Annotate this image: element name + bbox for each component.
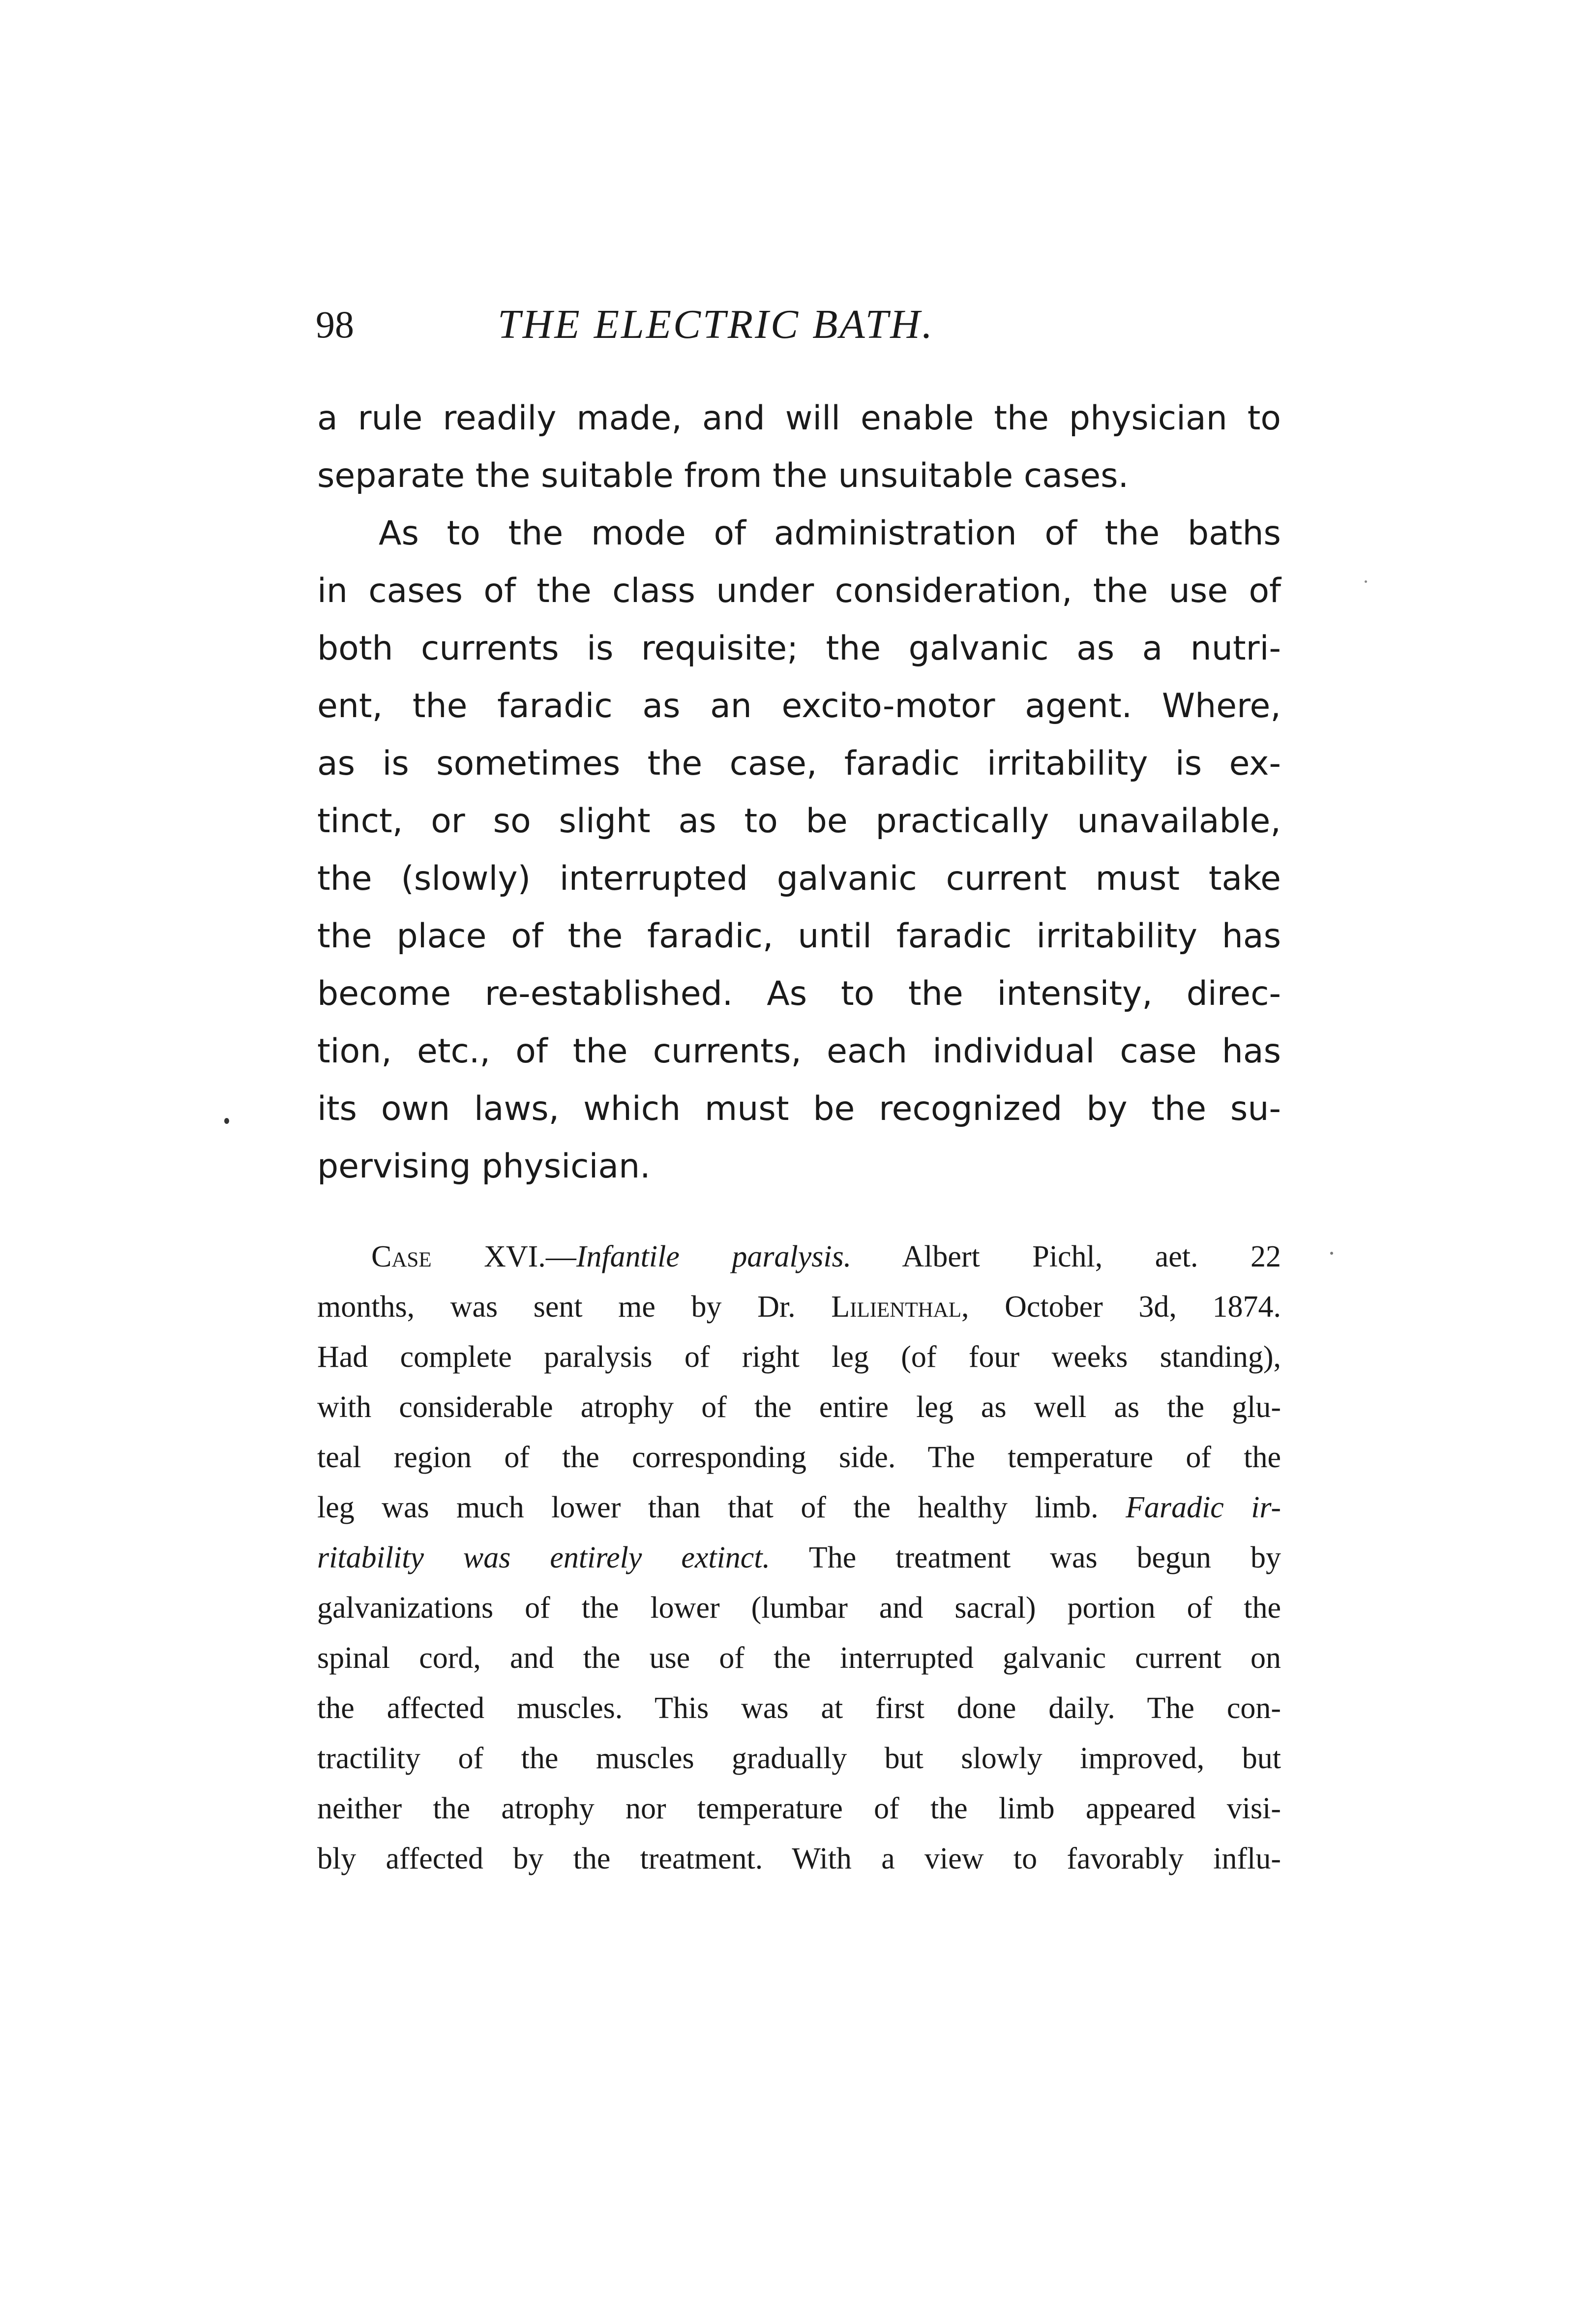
doctor-name: Lilienthal [831, 1290, 961, 1324]
case-line: bly affected by the treatment. With a view to favorably influ- [317, 1842, 1281, 1875]
body-line: As to the mode of administration of the baths [379, 514, 1281, 553]
body-line: the (slowly) interrupted galvanic current must take [317, 859, 1281, 898]
case-line-text: Albert Pichl, aet. 22 [851, 1240, 1281, 1273]
ink-speck [224, 1118, 229, 1124]
case-line: with considerable atrophy of the entire leg as well as the glu- [317, 1390, 1281, 1424]
case-line-text: , October 3d, 1874. [961, 1290, 1281, 1324]
case-line: teal region of the corresponding side. The temperature of the [317, 1441, 1281, 1474]
case-italic-text: Faradic ir- [1126, 1491, 1281, 1524]
body-line: in cases of the class under consideration, the use of [317, 572, 1281, 610]
case-line: the affected muscles. This was at first done daily. The con- [317, 1691, 1281, 1725]
ink-speck [1330, 1252, 1333, 1255]
case-line [317, 1538, 1281, 1577]
case-line: spinal cord, and the use of the interrupted galvanic current on [317, 1641, 1281, 1675]
page-header [316, 302, 1280, 347]
case-line [317, 1488, 1281, 1527]
case-line: galvanizations of the lower (lumbar and sacral) portion of the [317, 1591, 1281, 1625]
body-line: as is sometimes the case, faradic irritability is ex- [317, 744, 1281, 783]
case-line: Had complete paralysis of right leg (of four weeks standing), [317, 1340, 1281, 1374]
body-line: its own laws, which must be recognized by the su- [317, 1089, 1281, 1128]
case-line [371, 1237, 1281, 1276]
case-line: tractility of the muscles gradually but slowly improved, but [317, 1742, 1281, 1775]
case-title: Infantile paralysis. [576, 1240, 852, 1273]
body-line: tinct, or so slight as to be practically unavailable, [317, 802, 1281, 841]
case-line-text: months, was sent me by Dr. [317, 1290, 832, 1324]
body-line: become re-established. As to the intensity, direc- [317, 974, 1281, 1013]
body-line: the place of the faradic, until faradic irritability has [317, 917, 1281, 956]
body-line: both currents is requisite; the galvanic as a nutri- [317, 629, 1281, 668]
body-line: ent, the faradic as an excito-motor agent. Where, [317, 687, 1281, 725]
case-line-text: The treatment was begun by [770, 1541, 1281, 1574]
body-line: pervising physician. [317, 1147, 651, 1186]
page-number: 98 [316, 303, 354, 346]
body-line: separate the suitable from the unsuitable cases. [317, 456, 1129, 495]
case-line [317, 1287, 1281, 1327]
case-dash: — [545, 1240, 576, 1273]
body-line: tion, etc., of the currents, each individual case has [317, 1032, 1281, 1071]
running-title: THE ELECTRIC BATH. [498, 302, 934, 347]
ink-speck [1365, 580, 1367, 583]
case-italic-text: ritability was entirely extinct. [317, 1541, 771, 1574]
case-label: Case XVI. [371, 1240, 546, 1273]
body-line: a rule readily made, and will enable the physician to [317, 399, 1281, 438]
case-line-text: leg was much lower than that of the healthy limb. [317, 1491, 1126, 1524]
case-line: neither the atrophy nor temperature of the limb appeared visi- [317, 1792, 1281, 1825]
